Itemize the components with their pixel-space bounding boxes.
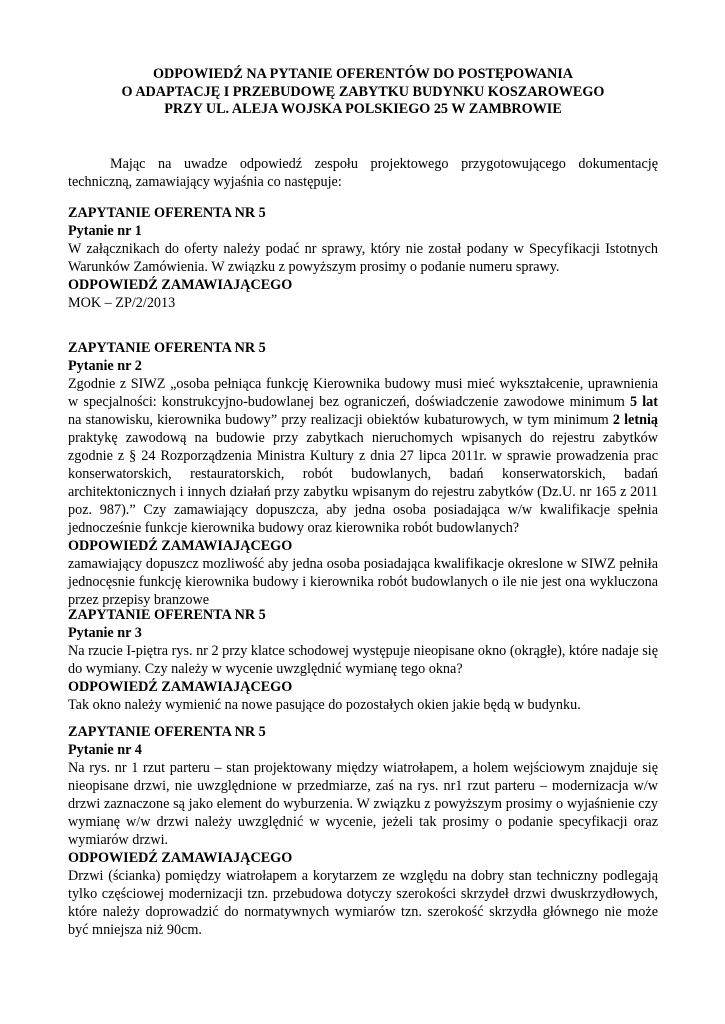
answer-text: MOK – ZP/2/2013 [68,295,176,311]
document-title [68,66,658,119]
question-text [68,375,658,537]
answer-label: ODPOWIEDŹ ZAMAWIAJĄCEGO [68,850,293,866]
title-line-1: ODPOWIEDŹ NA PYTANIE OFERENTÓW DO POSTĘPOWANIA [152,66,574,82]
section-question-3 [68,606,658,714]
answer-label: ODPOWIEDŹ ZAMAWIAJĄCEGO [68,277,293,293]
question-label: Pytanie nr 1 [68,223,142,239]
section-heading: ZAPYTANIE OFERENTA NR 5 [68,340,266,356]
question-text-bold: 5 lat [629,394,658,410]
intro-paragraph: Mając na uwadze odpowiedź zespołu projektowego przygotowującego dokumentację techniczną, zamawiający wyjaśnia co następuje: [68,156,658,190]
answer-text: zamawiający dopuszcz mozliwość aby jedna osoba posiadająca kwalifikacje okreslone w SIWZ pełniła jednocęsnie funkcję kierownika budowy i kierownika robót budowlanych o ile nie jest ona wykluczona przez przepisy branzowe [68,556,658,608]
section-heading: ZAPYTANIE OFERENTA NR 5 [68,607,266,623]
question-text: Na rys. nr 1 rzut parteru – stan projektowany między wiatrołapem, a holem wejściowym znajduje się nieopisane drzwi, nie uwzględnione w przedmiarze, zaś na rys. nr1 rzut parteru – modernizacja w/w drzwi zaznaczone są jako element do wyburzenia. W związku z powyższym prosimy o wyjaśnienie czy wymianę w/w drzwi należy uwzględnić w wycenie, jeżeli tak prosimy o podanie specyfikacji oraz wymiarów drzwi. [68,760,658,848]
question-label: Pytanie nr 4 [68,742,142,758]
title-line-2: O ADAPTACJĘ I PRZEBUDOWĘ ZABYTKU BUDYNKU KOSZAROWEGO [121,83,605,100]
section-question-2 [68,339,658,609]
answer-label: ODPOWIEDŹ ZAMAWIAJĄCEGO [68,538,293,554]
question-text-bold: 2 letnią [612,412,658,428]
title-line-3: PRZY UL. ALEJA WOJSKA POLSKIEGO 25 W ZAMBROWIE [164,101,562,117]
question-text-part: na stanowisku, kierownika budowy” przy realizacji obiektów kubaturowych, w tym minimum [68,412,613,428]
question-text-part: praktykę zawodową na budowie przy zabytkach nieruchomych wpisanych do rejestru zabytków zgodnie z § 24 Rozporządzenia Ministra Kultury z dnia 27 lipca 2011r. w sprawie prowadzenia prac konserwatorskich, restauratorskich, robót budowlanych, badań konserwatorskich, badań architektonicznych i innych działań przy zabytku wpisanym do rejestru zabytków (Dz.U. nr 165 z 2011 poz. 987).” Czy zamawiający dopuszcza, aby jedna osoba posiadająca w/w kwalifikacje spełnia jednocześnie funkcje kierownika budowy oraz kierownika robót budowlanych? [68,430,658,536]
answer-text: Tak okno należy wymienić na nowe pasujące do pozostałych okien jakie będą w budynku. [68,697,581,713]
question-text-part: Zgodnie z SIWZ „osoba pełniąca funkcję Kierownika budowy musi mieć wykształcenie, uprawnienia w specjalności: konstrukcyjno-budowlanej bez ograniczeń, doświadczenie zawodowe minimum [68,376,658,410]
section-question-1 [68,204,658,312]
section-heading: ZAPYTANIE OFERENTA NR 5 [68,724,266,740]
answer-label: ODPOWIEDŹ ZAMAWIAJĄCEGO [68,679,293,695]
section-heading: ZAPYTANIE OFERENTA NR 5 [68,205,266,221]
answer-text: Drzwi (ścianka) pomiędzy wiatrołapem a korytarzem ze względu na dobry stan techniczny podlegają tylko częściowej modernizacji tzn. przebudowa dotyczy szerokości skrzydeł drzwi dwuskrzydłowych, które należy doprowadzić do normatywnych wymiarów tzn. szerokość skrzydła głównego nie może być mniejsza niż 90cm. [68,868,658,938]
question-text: W załącznikach do oferty należy podać nr sprawy, który nie został podany w Specyfikacji Istotnych Warunków Zamówienia. W związku z powyższym prosimy o podanie numeru sprawy. [68,241,658,275]
question-text: Na rzucie I-piętra rys. nr 2 przy klatce schodowej występuje nieopisane okno (okrągłe), które nadaje się do wymiany. Czy należy w wycenie uwzględnić wymianę tego okna? [68,643,658,677]
question-label: Pytanie nr 3 [68,625,142,641]
question-label: Pytanie nr 2 [68,358,142,374]
section-question-4 [68,723,658,939]
